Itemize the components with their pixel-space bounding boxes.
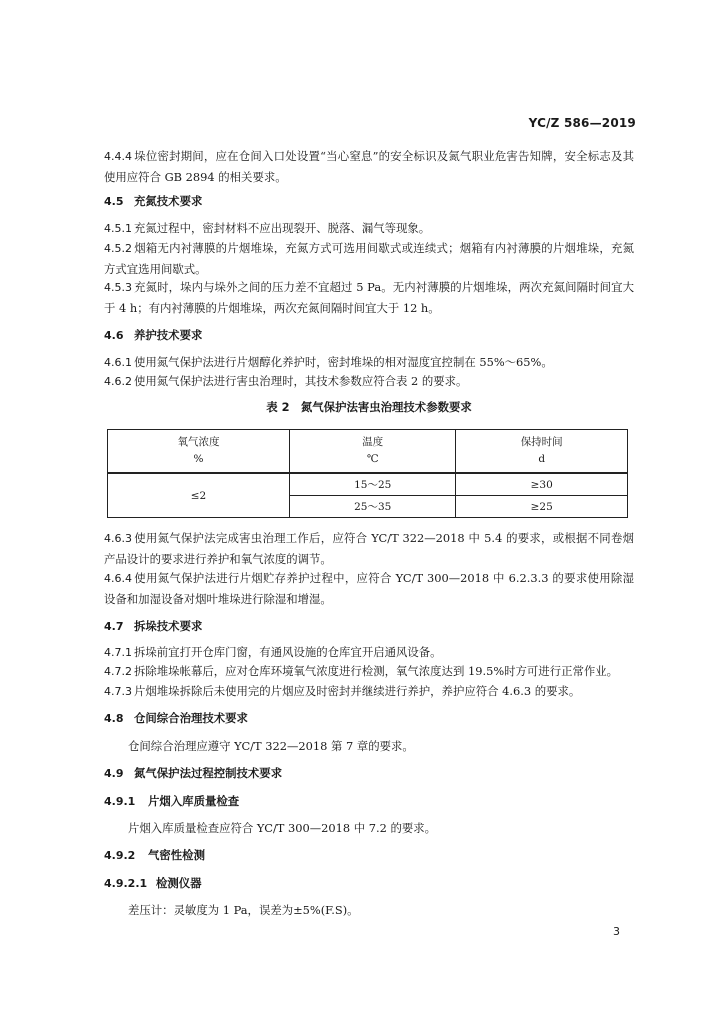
- section-title: 检测仪器: [156, 876, 202, 890]
- clause-text: 使用氮气保护法进行片烟醇化养护时，密封堆垛的相对湿度宜控制在 55%～65%。: [134, 355, 553, 369]
- parameter-table: [107, 429, 628, 518]
- clause-4-6-3: [104, 528, 634, 569]
- section-number: 4.7: [104, 620, 124, 633]
- section-title: 充氮技术要求: [134, 194, 203, 208]
- clause-number: 4.4.4: [104, 150, 132, 163]
- clause-number: 4.6.1: [104, 356, 132, 369]
- clause-text: 使用氮气保护法进行片烟贮存养护过程中，应符合 YC/T 300—2018 中 6.2.3.3 的要求使用除湿设备和加湿设备对烟叶堆垛进行除湿和增湿。: [104, 571, 634, 606]
- section-heading-4-5: [104, 191, 634, 212]
- paragraph: 仓间综合治理应遵守 YC/T 322—2018 第 7 章的要求。: [128, 739, 414, 753]
- header-oxygen-name: 氧气浓度: [177, 436, 220, 448]
- header-oxygen-unit: %: [193, 453, 204, 465]
- section-number: 4.5: [104, 195, 124, 208]
- clause-4-7-1: [104, 642, 634, 663]
- clause-4-7-3: [104, 681, 634, 702]
- clause-number: 4.7.2: [104, 665, 132, 678]
- clause-text: 拆垛前宜打开仓库门窗，有通风设施的仓库宜开启通风设备。: [134, 645, 442, 659]
- header-oxygen: [108, 430, 290, 474]
- clause-text: 垛位密封期间，应在仓间入口处设置“当心窒息”的安全标识及氮气职业危害告知牌，安全标志及其使用应符合 GB 2894 的相关要求。: [104, 149, 634, 184]
- table-header-row: [108, 430, 628, 474]
- clause-number: 4.7.1: [104, 646, 132, 659]
- section-4-9-1-text: [104, 818, 658, 838]
- clause-text: 充氮过程中，密封材料不应出现裂开、脱落、漏气等现象。: [134, 221, 431, 235]
- clause-number: 4.5.1: [104, 222, 132, 235]
- paragraph: 差压计：灵敏度为 1 Pa，误差为±5%(F.S)。: [128, 903, 359, 917]
- table-caption: 表 2 氮气保护法害虫治理技术参数要求: [266, 400, 472, 414]
- cell-oxygen-value: ≤2: [108, 473, 290, 518]
- clause-4-5-2: [104, 238, 634, 279]
- clause-number: 4.7.3: [104, 685, 132, 698]
- clause-4-4-4: [104, 146, 634, 187]
- clause-4-5-1: [104, 218, 634, 239]
- section-title: 养护技术要求: [134, 328, 203, 342]
- clause-number: 4.6.2: [104, 375, 132, 388]
- clause-number: 4.5.2: [104, 242, 132, 255]
- header-temperature-name: 温度: [362, 436, 384, 448]
- header-duration-name: 保持时间: [520, 436, 563, 448]
- section-heading-4-9-2-1: [104, 873, 634, 894]
- cell-duration: ≥30: [456, 473, 628, 496]
- paragraph: 片烟入库质量检查应符合 YC/T 300—2018 中 7.2 的要求。: [128, 821, 437, 835]
- section-number: 4.9: [104, 767, 124, 780]
- section-title: 片烟入库质量检查: [148, 794, 240, 808]
- clause-4-6-2: [104, 371, 634, 392]
- section-number: 4.9.2: [104, 849, 136, 862]
- section-title: 仓间综合治理技术要求: [134, 711, 248, 725]
- section-heading-4-9-1: [104, 791, 634, 812]
- section-number: 4.9.1: [104, 795, 136, 808]
- clause-text: 使用氮气保护法进行害虫治理时，其技术参数应符合表 2 的要求。: [134, 374, 468, 388]
- section-title: 氮气保护法过程控制技术要求: [134, 766, 283, 780]
- section-number: 4.8: [104, 712, 124, 725]
- page-number: 3: [613, 925, 620, 938]
- section-title: 气密性检测: [148, 848, 205, 862]
- clause-text: 使用氮气保护法完成害虫治理工作后，应符合 YC/T 322—2018 中 5.4 的要求，或根据不同卷烟产品设计的要求进行养护和氧气浓度的调节。: [104, 531, 634, 566]
- cell-duration: ≥25: [456, 496, 628, 518]
- cell-temperature: 15～25: [290, 473, 456, 496]
- header-duration: [456, 430, 628, 474]
- section-number: 4.6: [104, 329, 124, 342]
- section-4-8-text: [104, 736, 658, 756]
- clause-text: 片烟堆垛拆除后未使用完的片烟应及时密封并继续进行养护，养护应符合 4.6.3 的要求。: [134, 684, 581, 698]
- section-heading-4-6: [104, 325, 634, 346]
- section-title: 拆垛技术要求: [134, 619, 203, 633]
- section-heading-4-9-2: [104, 845, 634, 866]
- clause-text: 烟箱无内衬薄膜的片烟堆垛，充氮方式可选用间歇式或连续式；烟箱有内衬薄膜的片烟堆垛，充氮方式宜选用间歇式。: [104, 241, 634, 276]
- section-heading-4-8: [104, 708, 634, 729]
- clause-4-6-4: [104, 568, 634, 609]
- clause-4-6-1: [104, 352, 634, 373]
- section-heading-4-9: [104, 763, 634, 784]
- clause-text: 拆除堆垛帐幕后，应对仓库环境氧气浓度进行检测，氧气浓度达到 19.5%时方可进行正常作业。: [134, 664, 619, 678]
- clause-text: 充氮时，垛内与垛外之间的压力差不宜超过 5 Pa。无内衬薄膜的片烟堆垛，两次充氮间隔时间宜大于 4 h；有内衬薄膜的片烟堆垛，两次充氮间隔时间宜大于 12 h。: [104, 280, 634, 315]
- standard-code: YC/Z 586—2019: [528, 116, 636, 130]
- clause-number: 4.5.3: [104, 281, 132, 294]
- header-temperature: [290, 430, 456, 474]
- section-heading-4-7: [104, 616, 634, 637]
- clause-4-5-3: [104, 277, 634, 318]
- clause-number: 4.6.3: [104, 532, 132, 545]
- table-row: [108, 473, 628, 496]
- cell-temperature: 25～35: [290, 496, 456, 518]
- section-4-9-2-1-text: [104, 900, 658, 920]
- header-duration-unit: d: [538, 453, 546, 465]
- clause-4-7-2: [104, 661, 634, 682]
- clause-number: 4.6.4: [104, 572, 132, 585]
- header-temperature-unit: ℃: [366, 453, 379, 465]
- section-number: 4.9.2.1: [104, 877, 148, 890]
